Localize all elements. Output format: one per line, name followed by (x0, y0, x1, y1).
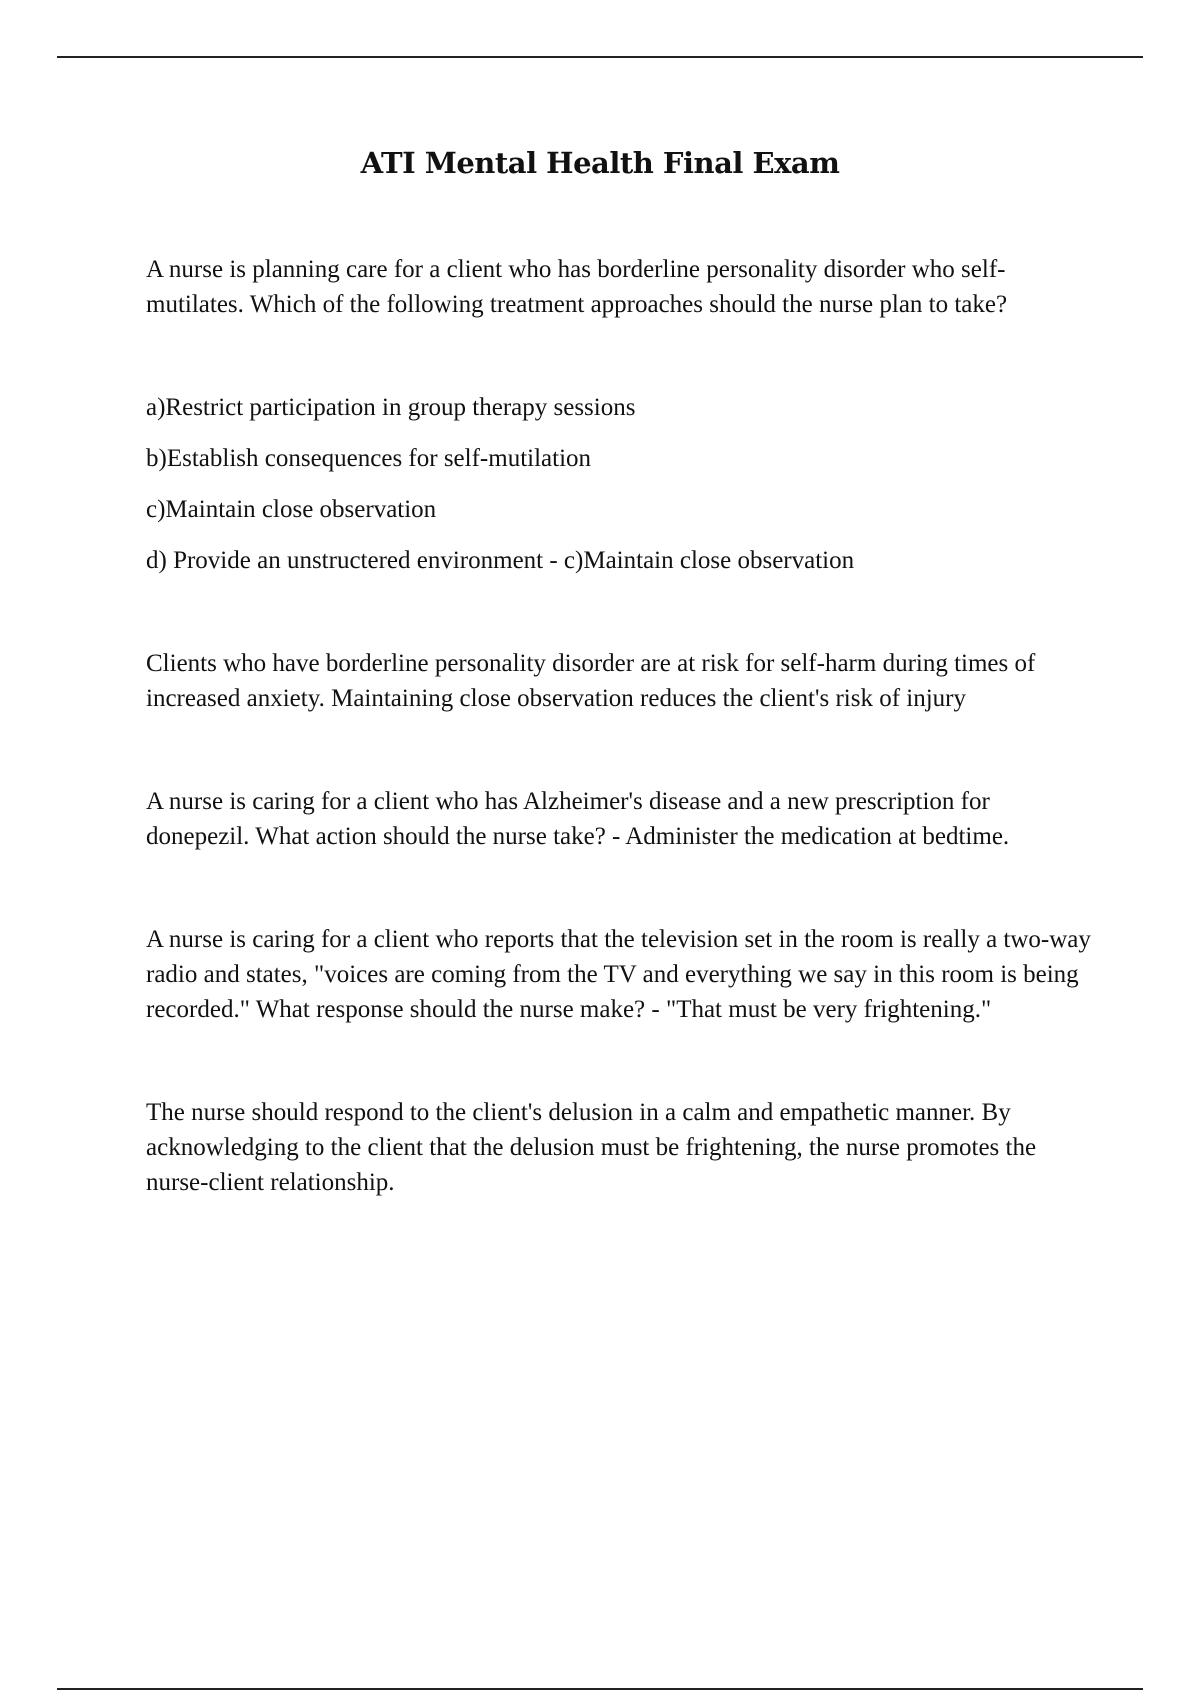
option-a: a)Restrict participation in group therapy sessions (146, 394, 636, 421)
document-title: ATI Mental Health Final Exam (360, 146, 840, 180)
document-body (146, 252, 1096, 1200)
answer-options (146, 390, 1096, 578)
option-b: b)Establish consequences for self-mutilation (146, 445, 592, 472)
question-2-text: A nurse is caring for a client who has Alzheimer's disease and a new prescription for donepezil. What action should the nurse take? - Administer the medication at bedtime. (146, 788, 1010, 850)
option-d: d) Provide an unstructered environment - c)Maintain close observation (146, 547, 855, 574)
option-c: c)Maintain close observation (146, 496, 437, 523)
question-1-text: A nurse is planning care for a client who has borderline personality disorder who self-mutilates. Which of the following treatment approaches should the nurse plan to take? (146, 256, 1008, 318)
footer-rule (57, 1688, 1143, 1690)
header-rule (57, 56, 1143, 58)
rationale-1-text: Clients who have borderline personality disorder are at risk for self-harm during times of increased anxiety. Maintaining close observation reduces the client's risk of injury (146, 650, 1036, 712)
rationale-3-text: The nurse should respond to the client's delusion in a calm and empathetic manner. By acknowledging to the client that the delusion must be frightening, the nurse promotes the nurse-client relationship. (146, 1099, 1037, 1196)
question-3-text: A nurse is caring for a client who reports that the television set in the room is really a two-way radio and states, "voices are coming from the TV and everything we say in this room is being recorded." What response should the nurse make? - "That must be very frightening." (146, 926, 1091, 1023)
